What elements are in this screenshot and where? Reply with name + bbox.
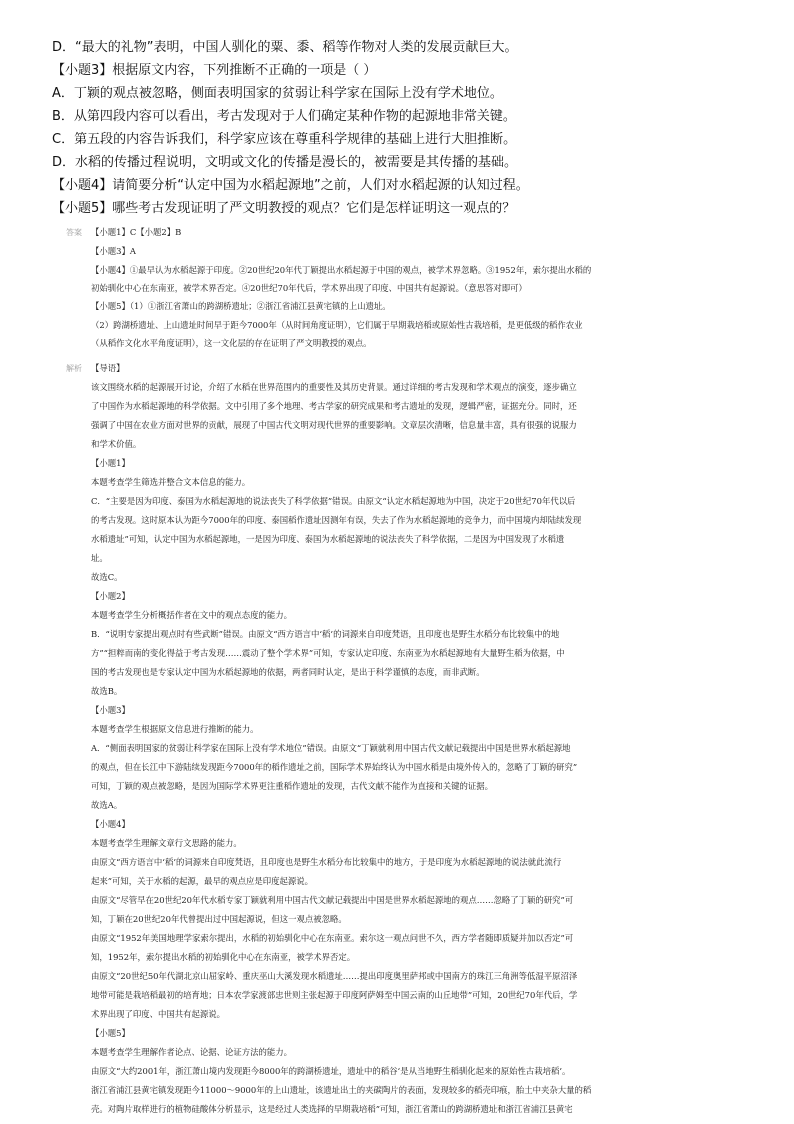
analysis-line: 由原文“1952年美国地理学家索尔提出，水稻的初始驯化中心在东南亚。索尔这一观点问世不久，西方学者随即质疑并加以否定”可	[91, 933, 574, 943]
answer-line: 【小题5】（1）①浙江省萧山的跨湖桥遗址；②浙江省浦江县黄宅镇的上山遗址。	[91, 301, 391, 311]
analysis-line: 的观点，但在长江中下游陆续发现距今7000年的稻作遗址之前，国际学术界始终认为中国水稻是由境外传入的，忽略了丁颖的研究”	[91, 762, 578, 772]
answer-line: （2）跨湖桥遗址、上山遗址时间早于距今7000年（从时间角度证明），它们属于早期栽培稻或原始性古栽培稻，是更低级的稻作农业	[91, 320, 583, 330]
analysis-line: 强调了中国在农业方面对世界的贡献，展现了中国古代文明对现代世界的重要影响。文章层次清晰，信息量丰富，具有很强的说服力	[91, 420, 577, 430]
question-line: C．第五段的内容告诉我们，科学家应该在尊重科学规律的基础上进行大胆推断。	[52, 132, 517, 147]
question-line: D．水稻的传播过程说明，文明或文化的传播是漫长的，被需要是其传播的基础。	[52, 155, 518, 170]
analysis-label: 解析	[66, 364, 82, 373]
analysis-line: 了中国作为水稻起源地的科学依据。文中引用了多个地理、考古学家的研究成果和考古遗址的发现，逻辑严密，证据充分。同时，还	[91, 401, 577, 411]
answer-line: 初始驯化中心在东南亚，被学术界否定。④20世纪70年代后，学术界出现了印度、中国共有起源说。（意思答对即可）	[91, 283, 527, 293]
question-line: 【小题3】根据原文内容，下列推断不正确的一项是（ ）	[52, 63, 377, 78]
analysis-line: 知，丁颖在20世纪20年代曾提出过中国起源说，但这一观点被忽略。	[91, 914, 347, 924]
question-line: D．“最大的礼物”表明，中国人驯化的粟、黍、稻等作物对人类的发展贡献巨大。	[52, 40, 518, 55]
analysis-line: 知，1952年，索尔提出水稻的初始驯化中心在东南亚，被学术界否定。	[91, 952, 356, 962]
analysis-line: 【小题1】	[91, 458, 130, 468]
question-line: 【小题5】哪些考古发现证明了严文明教授的观点？它们是怎样证明这一观点的？	[52, 201, 516, 216]
analysis-line: 由原文“尽管早在20世纪20年代水稻专家丁颖就利用中国古代文献记载提出中国是世界水稻起源地的观点……忽略了丁颖的研究”可	[91, 895, 574, 905]
analysis-line: 可知，丁颖的观点被忽略，是因为国际学术界更注重稻作遗址的发现，古代文献不能作为直接和关键的证据。	[91, 781, 493, 791]
answer-line: 【小题4】①最早认为水稻起源于印度。②20世纪20年代丁颖提出水稻起源于中国的观点，被学术界忽略。③1952年，索尔提出水稻的	[91, 265, 592, 275]
analysis-line: 由原文“大约2001年，浙江萧山境内发现距今8000年的跨湖桥遗址，遗址中的稻谷‘是从当地野生稻驯化起来的原始性古栽培稻’。	[91, 1066, 571, 1076]
answer-line: （从稻作文化水平角度证明），这一文化层的存在证明了严文明教授的观点。	[91, 338, 372, 348]
analysis-line: 和学术价值。	[91, 439, 142, 449]
question-line: A．丁颖的观点被忽略，侧面表明国家的贫弱让科学家在国际上没有学术地位。	[52, 86, 503, 101]
analysis-line: 本题考查学生筛选并整合文本信息的能力。	[91, 477, 251, 487]
analysis-line: 【小题2】	[91, 591, 130, 601]
analysis-line: 壳。对陶片取样进行的植物硅酸体分析显示，这是经过人类选择的早期栽培稻”可知，浙江省萧山的跨湖桥遗址和浙江省浦江县黄宅	[91, 1104, 573, 1114]
answer-label: 答案	[66, 228, 82, 237]
analysis-line: 方”“担粹而南的变化得益于考古发现……震动了整个学术界”可知，专家认定印度、东南亚为水稻起源地有大量野生稻为依据，中	[91, 648, 565, 658]
analysis-line: 浙江省浦江县黄宅镇发现距今11000～9000年的上山遗址，该遗址出土的夹碳陶片的表面，发现较多的稻壳印痕，胎土中夹杂大量的稻	[91, 1085, 592, 1095]
analysis-line: 址。	[91, 553, 108, 563]
analysis-line: 【小题4】	[91, 819, 130, 829]
answer-line: 【小题3】A	[91, 246, 136, 256]
analysis-line: 水稻遗址”可知，认定中国为水稻起源地，一是因为印度、泰国为水稻起源地的说法丧失了科学依据，二是因为中国发现了水稻遗	[91, 534, 565, 544]
analysis-line: 故选A。	[91, 800, 123, 810]
analysis-line: 本题考查学生分析概括作者在文中的观点态度的能力。	[91, 610, 292, 620]
question-line: 【小题4】请简要分析“认定中国为水稻起源地”之前，人们对水稻起源的认知过程。	[52, 178, 529, 193]
answer-line: 【小题1】C【小题2】B	[91, 227, 182, 237]
analysis-line: C．“主要是因为印度、泰国为水稻起源地的说法丧失了科学依据”错误。由原文“认定水稻起源地为中国，决定于20世纪70年代以后	[91, 496, 576, 506]
analysis-line: 该文围绕水稻的起源展开讨论，介绍了水稻在世界范围内的重要性及其历史背景。通过详细的考古发现和学术观点的演变，逐步确立	[91, 382, 577, 392]
analysis-line: 【小题5】	[91, 1028, 130, 1038]
analysis-line: 由原文“20世纪50年代湖北京山屈家岭、重庆巫山大溪发现水稻遗址……提出印度奥里萨邦或中国南方的珠江三角洲等低湿平原沼泽	[91, 971, 578, 981]
analysis-line: 【导语】	[91, 363, 125, 373]
analysis-line: B．“说明专家提出观点时有些武断”错误。由原文“西方语言中‘稻’的词源来自印度梵语，且印度也是野生水稻分布比较集中的地	[91, 629, 560, 639]
analysis-line: 术界出现了印度、中国共有起源说。	[91, 1009, 225, 1019]
analysis-line: 起来”可知，关于水稻的起源，最早的观点应是印度起源说。	[91, 876, 314, 886]
analysis-line: 国的考古发现也是专家认定中国为水稻起源地的依据，两者同时认定，是出于科学谨慎的态度，而非武断。	[91, 667, 485, 677]
analysis-line: 的考古发现。这时原本认为距今7000年的印度、泰国稻作遗址因测年有误，失去了作为水稻起源地的竞争力，而中国境内却陆续发现	[91, 515, 582, 525]
analysis-line: 故选C。	[91, 572, 123, 582]
analysis-line: A．“侧面表明国家的贫弱让科学家在国际上没有学术地位”错误。由原文“丁颖就利用中国古代文献记载提出中国是世界水稻起源地	[91, 743, 571, 753]
analysis-line: 本题考查学生理解作者论点、论据、论证方法的能力。	[91, 1047, 292, 1057]
analysis-line: 【小题3】	[91, 705, 130, 715]
analysis-line: 故选B。	[91, 686, 123, 696]
question-line: B．从第四段内容可以看出，考古发现对于人们确定某种作物的起源地非常关键。	[52, 109, 516, 124]
analysis-line: 本题考查学生根据原文信息进行推断的能力。	[91, 724, 259, 734]
analysis-line: 本题考查学生理解文章行文思路的能力。	[91, 838, 242, 848]
analysis-line: 由原文“西方语言中‘稻’的词源来自印度梵语，且印度也是野生水稻分布比较集中的地方，于是印度为水稻起源地的说法就此流行	[91, 857, 562, 867]
analysis-line: 地带可能是栽培稻最初的培育地；日本农学家渡部忠世则主张起源于印度阿萨姆至中国云南的山丘地带”可知，20世纪70年代后，学	[91, 990, 578, 1000]
